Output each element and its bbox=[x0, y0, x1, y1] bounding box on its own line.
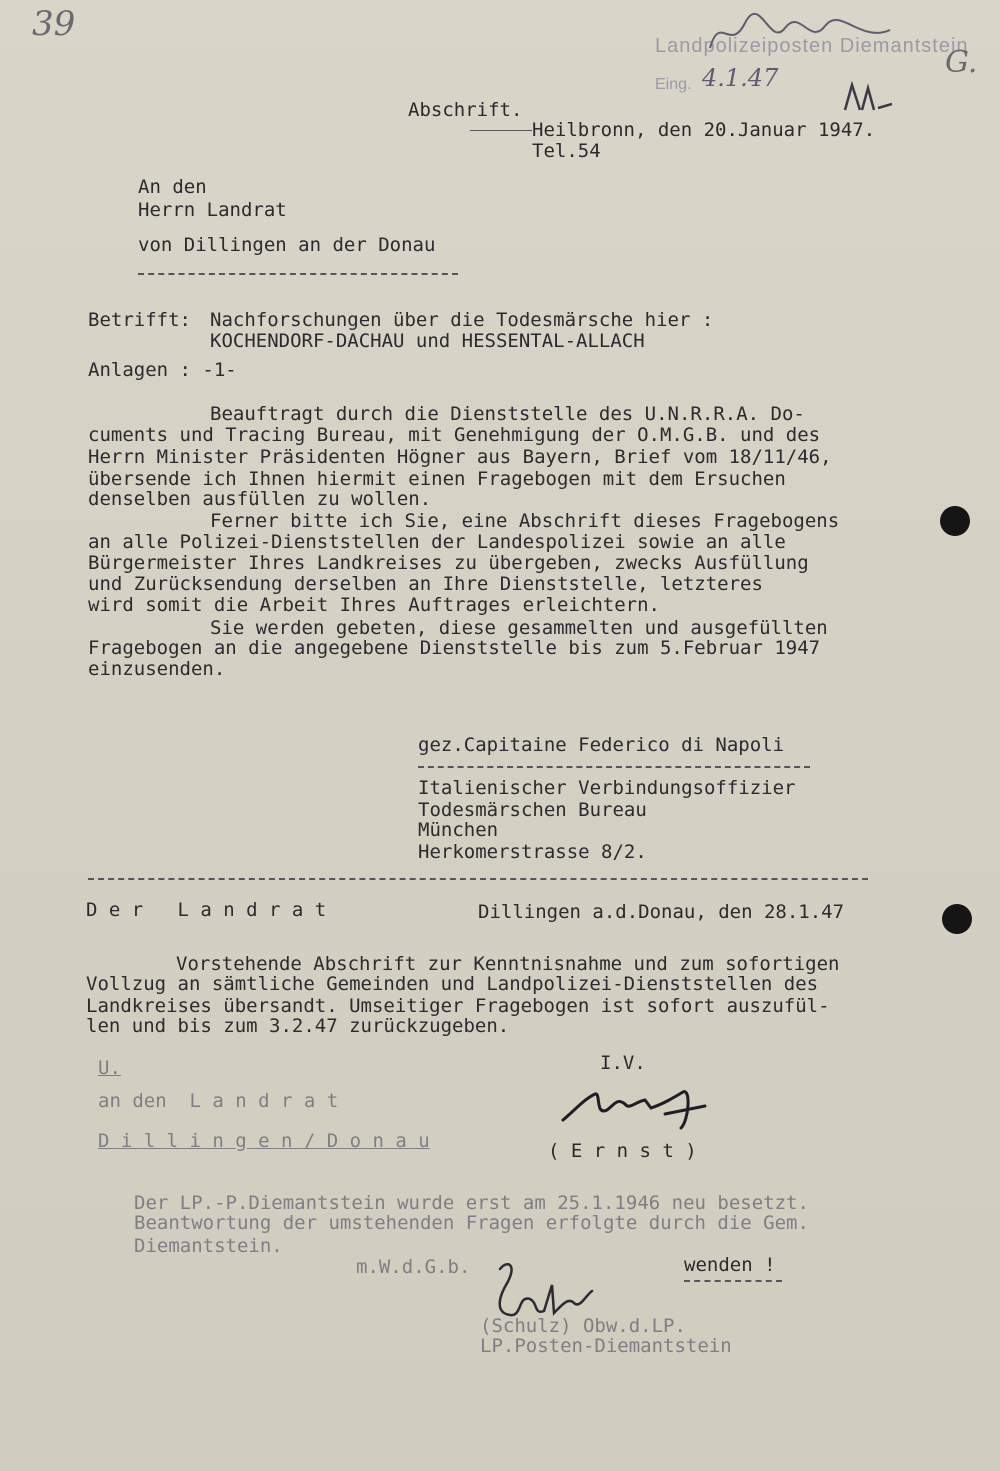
body-line: Sie werden gebeten, diese gesammelten und ausgefüllten bbox=[210, 617, 828, 639]
body-line: an alle Polizei-Dienststellen der Landespolizei sowie an alle bbox=[88, 531, 786, 553]
bureau-city: München bbox=[418, 819, 499, 841]
ernst-signature-icon bbox=[555, 1080, 725, 1140]
address-line-2: Herrn Landrat bbox=[138, 199, 287, 221]
subject-line-2: KOCHENDORF-DACHAU und HESSENTAL-ALLACH bbox=[210, 330, 645, 352]
place-date: Heilbronn, den 20.Januar 1947. bbox=[532, 119, 876, 141]
stamp-handwriting-icon bbox=[700, 8, 900, 58]
document-title: Abschrift. bbox=[408, 99, 523, 121]
body-line: Ferner bitte ich Sie, eine Abschrift dieses Fragebogens bbox=[210, 510, 840, 532]
bureau-street: Herkomerstrasse 8/2. bbox=[418, 841, 647, 863]
reply-to-line-1: an den L a n d r a t bbox=[98, 1090, 339, 1112]
endorsement-signature-name: ( E r n s t ) bbox=[548, 1140, 697, 1162]
endorsement-authority: D e r L a n d r a t bbox=[86, 899, 327, 921]
reply-sign-name: (Schulz) Obw.d.LP. bbox=[480, 1315, 686, 1337]
endorsement-line: Vorstehende Abschrift zur Kenntnisnahme und zum sofortigen bbox=[176, 953, 840, 975]
address-line-3: von Dillingen an der Donau bbox=[138, 234, 436, 256]
endorsement-line: len und bis zum 3.2.47 zurückzugeben. bbox=[86, 1015, 510, 1037]
reply-post: LP.Posten-Diemantstein bbox=[480, 1335, 732, 1357]
endorsement-place-date: Dillingen a.d.Donau, den 28.1.47 bbox=[478, 901, 845, 923]
body-line: einzusenden. bbox=[88, 658, 226, 680]
endorsement-line: Vollzug an sämtliche Gemeinden und Landpolizei-Dienststellen des bbox=[86, 973, 819, 995]
reply-line: Beantwortung der umstehenden Fragen erfolgte durch die Gem. bbox=[134, 1212, 809, 1234]
body-line: übersende ich Ihnen hiermit einen Fragebogen mit dem Ersuchen bbox=[88, 468, 786, 490]
reply-mark: U. bbox=[98, 1057, 121, 1079]
turn-over-note: wenden ! bbox=[684, 1254, 776, 1276]
title-rule bbox=[470, 130, 532, 131]
turn-over-rule bbox=[684, 1280, 782, 1282]
stamp-received-date: 4.1.47 bbox=[702, 64, 779, 92]
subject-label: Betrifft: bbox=[88, 309, 191, 331]
endorsement-line: Landkreises übersandt. Umseitiger Fragebogen ist sofort auszufül- bbox=[86, 995, 830, 1017]
punch-hole bbox=[940, 506, 970, 536]
signature-rule bbox=[418, 766, 810, 768]
body-line: Beauftragt durch die Dienststelle des U.N.R.R.A. Do- bbox=[210, 403, 805, 425]
address-line-1: An den bbox=[138, 176, 207, 198]
reply-mwdgb: m.W.d.G.b. bbox=[356, 1256, 471, 1278]
body-line: Fragebogen an die angegebene Dienststelle bis zum 5.Februar 1947 bbox=[88, 637, 821, 659]
stamp-received-label: Eing. bbox=[655, 76, 692, 93]
punch-hole bbox=[942, 904, 972, 934]
body-line: Bürgermeister Ihres Landkreises zu übergeben, zwecks Ausfüllung bbox=[88, 552, 809, 574]
body-line: denselben ausfüllen zu wollen. bbox=[88, 488, 432, 510]
bureau-name: Todesmärschen Bureau bbox=[418, 799, 647, 821]
attachments: Anlagen : -1- bbox=[88, 359, 237, 381]
subject-line-1: Nachforschungen über die Todesmärsche hier : bbox=[210, 309, 714, 331]
body-line: und Zurücksendung derselben an Ihre Dienststelle, letzteres bbox=[88, 573, 763, 595]
body-line: wird somit die Arbeit Ihres Auftrages erleichtern. bbox=[88, 594, 660, 616]
telephone: Tel.54 bbox=[532, 140, 601, 162]
section-divider bbox=[88, 878, 868, 880]
reply-line: Der LP.-P.Diemantstein wurde erst am 25.1.1946 neu besetzt. bbox=[134, 1192, 809, 1214]
reply-line: Diemantstein. bbox=[134, 1235, 283, 1257]
body-line: Herrn Minister Präsidenten Högner aus Bayern, Brief vom 18/11/46, bbox=[88, 446, 832, 468]
address-rule bbox=[138, 273, 458, 275]
officer-role: Italienischer Verbindungsoffizier bbox=[418, 777, 796, 799]
iv-mark: I.V. bbox=[600, 1052, 646, 1074]
body-line: cuments und Tracing Bureau, mit Genehmigung der O.M.G.B. und des bbox=[88, 424, 821, 446]
reply-to-line-2: D i l l i n g e n / D o n a u bbox=[98, 1130, 430, 1152]
signed-by: gez.Capitaine Federico di Napoli bbox=[418, 734, 785, 756]
initials-mark-icon bbox=[840, 80, 900, 120]
page-number: 39 bbox=[32, 4, 76, 44]
corner-mark: G. bbox=[945, 45, 978, 80]
office-stamp: Landpolizeiposten Diemantstein bbox=[655, 35, 969, 57]
